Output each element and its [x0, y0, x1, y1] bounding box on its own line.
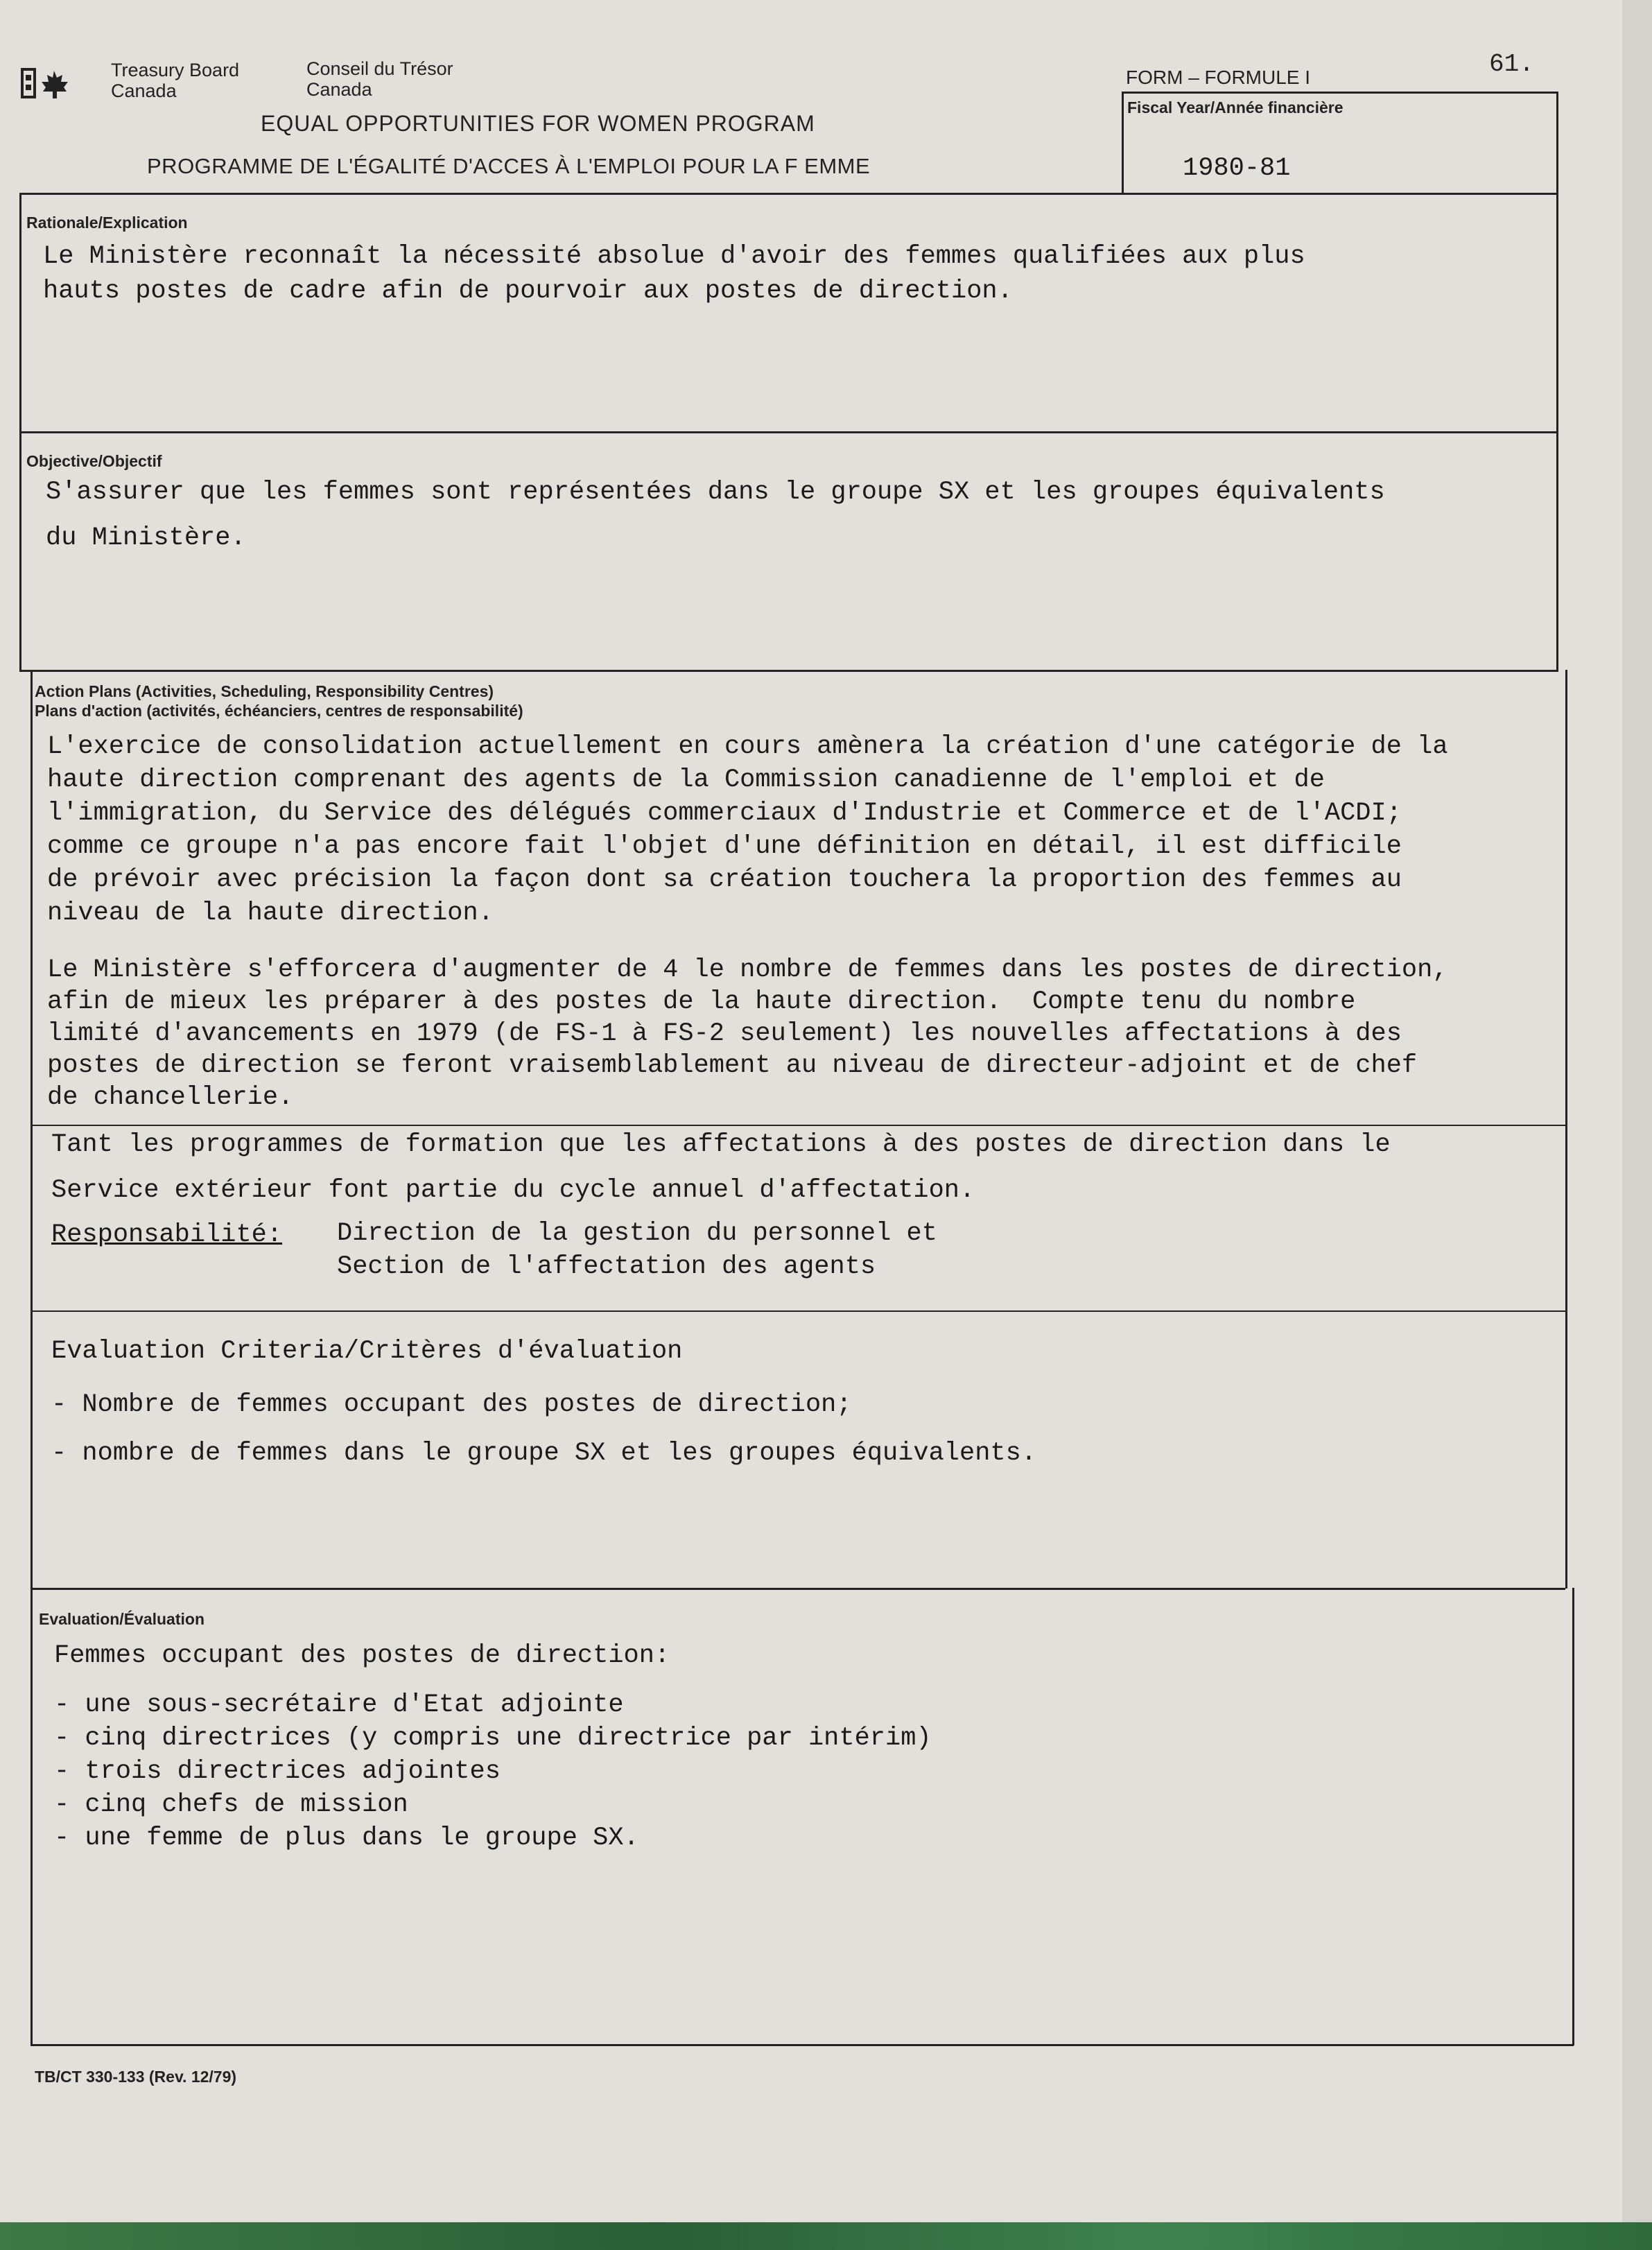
form-label: FORM – FORMULE I [1126, 67, 1311, 88]
action-bottom [31, 1588, 1565, 1590]
action-para1-line: l'immigration, du Service des délégués commerciaux d'Industrie et Commerce et de l'ACDI; [47, 799, 1402, 828]
eval-frame-right [1572, 1588, 1574, 2045]
org-name-fr [306, 58, 453, 100]
action-para2-line: Le Ministère s'efforcera d'augmenter de 4 le nombre de femmes dans les postes de direction, [47, 955, 1448, 985]
action-para1-line: comme ce groupe n'a pas encore fait l'objet d'une définition en détail, il est difficile [47, 832, 1402, 861]
evaluation-item: - une sous-secrétaire d'Etat adjointe [54, 1690, 624, 1720]
action-frame-right [1565, 670, 1567, 1589]
action-para2-line: postes de direction se feront vraisemblablement au niveau de directeur-adjoint et de chef [47, 1051, 1418, 1080]
background-strip [0, 2222, 1652, 2250]
action-title-en: Action Plans (Activities, Scheduling, Responsibility Centres) [35, 682, 494, 700]
fiscal-box-left [1122, 92, 1124, 194]
action-para1-line: de prévoir avec précision la façon dont sa création touchera la proportion des femmes au [47, 865, 1402, 894]
page-edge [1622, 0, 1652, 2222]
criteria-item: - Nombre de femmes occupant des postes de direction; [51, 1390, 852, 1419]
program-title-en: EQUAL OPPORTUNITIES FOR WOMEN PROGRAM [261, 111, 815, 136]
rationale-line: hauts postes de cadre afin de pourvoir aux postes de direction. [43, 277, 1013, 306]
fiscal-year-value: 1980-81 [1183, 154, 1291, 183]
responsibility-line: Section de l'affectation des agents [337, 1252, 876, 1281]
org-en-line-1: Treasury Board [111, 60, 240, 80]
evaluation-title: Evaluation/Évaluation [39, 1610, 205, 1628]
program-title-fr: PROGRAMME DE L'ÉGALITÉ D'ACCES À L'EMPLOI POUR LA F EMME [147, 154, 871, 178]
responsibility-line: Direction de la gestion du personnel et [337, 1219, 937, 1248]
objective-divider [19, 670, 1558, 672]
evaluation-item: - trois directrices adjointes [54, 1757, 501, 1786]
org-fr-line-2: Canada [306, 79, 372, 100]
rationale-line: Le Ministère reconnaît la nécessité absolue d'avoir des femmes qualifiées aux plus [43, 242, 1305, 271]
org-name-en [111, 60, 239, 101]
action-para3-line: Service extérieur font partie du cycle annuel d'affectation. [51, 1176, 975, 1205]
action-para2-line: de chancellerie. [47, 1083, 294, 1112]
objective-line: S'assurer que les femmes sont représentées dans le groupe SX et les groupes équivalents [46, 478, 1385, 507]
responsibility-label: Responsabilité: [51, 1220, 283, 1249]
action-divider-1 [31, 1125, 1565, 1126]
form-code: TB/CT 330-133 (Rev. 12/79) [35, 2068, 237, 2086]
org-fr-line-1: Conseil du Trésor [306, 58, 453, 79]
action-frame-left [31, 670, 33, 1589]
action-para1-line: haute direction comprenant des agents de la Commission canadienne de l'emploi et de [47, 765, 1325, 795]
evaluation-item: - cinq chefs de mission [54, 1790, 408, 1819]
criteria-title: Evaluation Criteria/Critères d'évaluation [51, 1337, 683, 1366]
action-para2-line: afin de mieux les préparer à des postes de la haute direction. Compte tenu du nombre [47, 987, 1356, 1016]
fiscal-box-top [1122, 92, 1558, 94]
eval-frame-left [31, 1588, 33, 2045]
fiscal-box-right [1556, 92, 1558, 194]
evaluation-intro: Femmes occupant des postes de direction: [54, 1641, 670, 1670]
org-en-line-2: Canada [111, 80, 177, 101]
fiscal-year-label: Fiscal Year/Année financière [1127, 98, 1344, 116]
action-para1-line: niveau de la haute direction. [47, 899, 494, 928]
objective-line: du Ministère. [46, 523, 246, 553]
page-number: 61. [1489, 50, 1534, 78]
action-para3-line: Tant les programmes de formation que les affectations à des postes de direction dans le [51, 1130, 1391, 1159]
criteria-item: - nombre de femmes dans le groupe SX et les groupes équivalents. [51, 1439, 1037, 1468]
rationale-divider [19, 431, 1558, 433]
evaluation-item: - une femme de plus dans le groupe SX. [54, 1824, 639, 1853]
canada-logo-icon [21, 67, 76, 106]
evaluation-item: - cinq directrices (y compris une directrice par intérim) [54, 1724, 932, 1753]
action-para1-line: L'exercice de consolidation actuellement en cours amènera la création d'une catégorie de la [47, 732, 1448, 761]
evaluation-bottom [31, 2044, 1574, 2046]
rationale-title: Rationale/Explication [26, 214, 188, 232]
action-title-fr: Plans d'action (activités, échéanciers, centres de responsabilité) [35, 702, 523, 720]
frame-top [19, 193, 1558, 195]
action-para2-line: limité d'avancements en 1979 (de FS-1 à FS-2 seulement) les nouvelles affectations à des [47, 1019, 1402, 1048]
action-divider-2 [31, 1310, 1565, 1312]
objective-title: Objective/Objectif [26, 452, 162, 470]
